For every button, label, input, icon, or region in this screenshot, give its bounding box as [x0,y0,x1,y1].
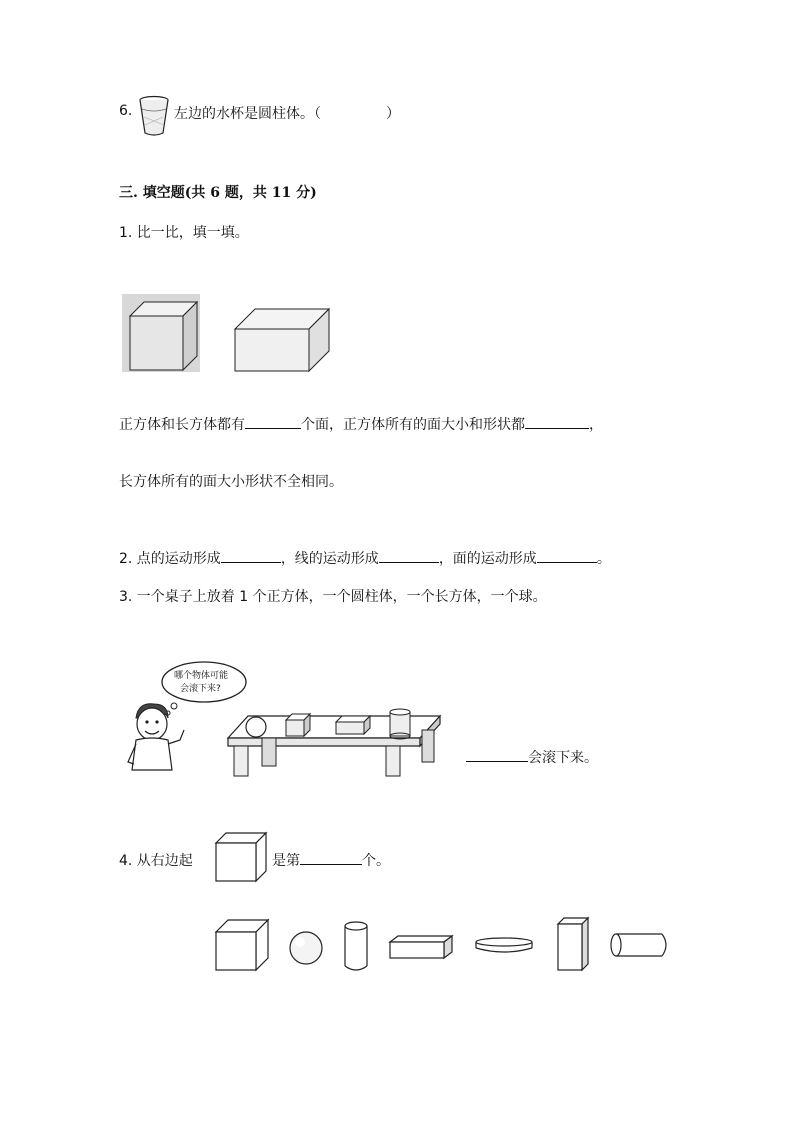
shape-sphere [288,930,324,966]
q1-line1 [119,414,603,434]
q3-answer-suffix: 会滚下来。 [528,750,598,766]
q4-reference-cube [214,831,270,883]
q4-answer [272,850,390,870]
q2-blank-face[interactable] [537,548,597,563]
shape-tall-cuboid [556,916,590,972]
shape-cylinder [342,920,372,972]
q4-part-b: 是第 [272,853,300,869]
q2-part-c: ，面的运动形成 [438,551,537,567]
q1-blank-faces[interactable] [245,414,301,429]
q6-answer-blank[interactable] [346,103,386,121]
q2-part-a: 2. 点的运动形成 [119,551,221,567]
q1-blank-same[interactable] [525,414,589,429]
q1-title: 1. 比一比，填一填。 [119,225,249,241]
q3-title: 3. 一个桌子上放着 1 个正方体，一个圆柱体，一个长方体，一个球。 [119,589,547,605]
q6-number: 6. [119,103,133,119]
q2-blank-line[interactable] [379,548,439,563]
shape-cuboid-flat [388,934,456,960]
table-with-objects [226,704,442,780]
q1-line1-part-c: ， [589,417,603,433]
q6-close-paren: ） [386,106,400,122]
bubble-line2: 会滚下来? [180,684,221,694]
q2-blank-point[interactable] [221,548,281,563]
q4-part-c: 个。 [362,853,390,869]
q3-blank[interactable] [466,747,528,762]
q3-answer [466,747,598,767]
q1-line2: 长方体所有的面大小形状不全相同。 [119,474,343,490]
q4-blank[interactable] [300,850,362,865]
bubble-line1: 哪个物体可能 [174,671,229,681]
q2-part-d: 。 [596,551,611,567]
boy-figure [122,700,192,780]
q2-line [119,548,611,568]
q4-prefix: 4. 从右边起 [119,853,193,869]
q2-part-b: ，线的运动形成 [280,551,379,567]
q6-text: 左边的水杯是圆柱体。（ [174,106,321,122]
shape-disc-cylinder [474,936,536,956]
section3-title: 三. 填空题(共 6 题，共 11 分) [119,185,317,201]
q1-line1-part-b: 个面，正方体所有的面大小和形状都 [301,417,525,433]
shape-cube [214,918,270,972]
cuboid-figure [233,307,331,373]
water-cup-icon [137,95,173,139]
cube-figure [122,294,200,372]
q1-line1-part-a: 正方体和长方体都有 [119,417,245,433]
shape-lying-cylinder [610,932,670,958]
